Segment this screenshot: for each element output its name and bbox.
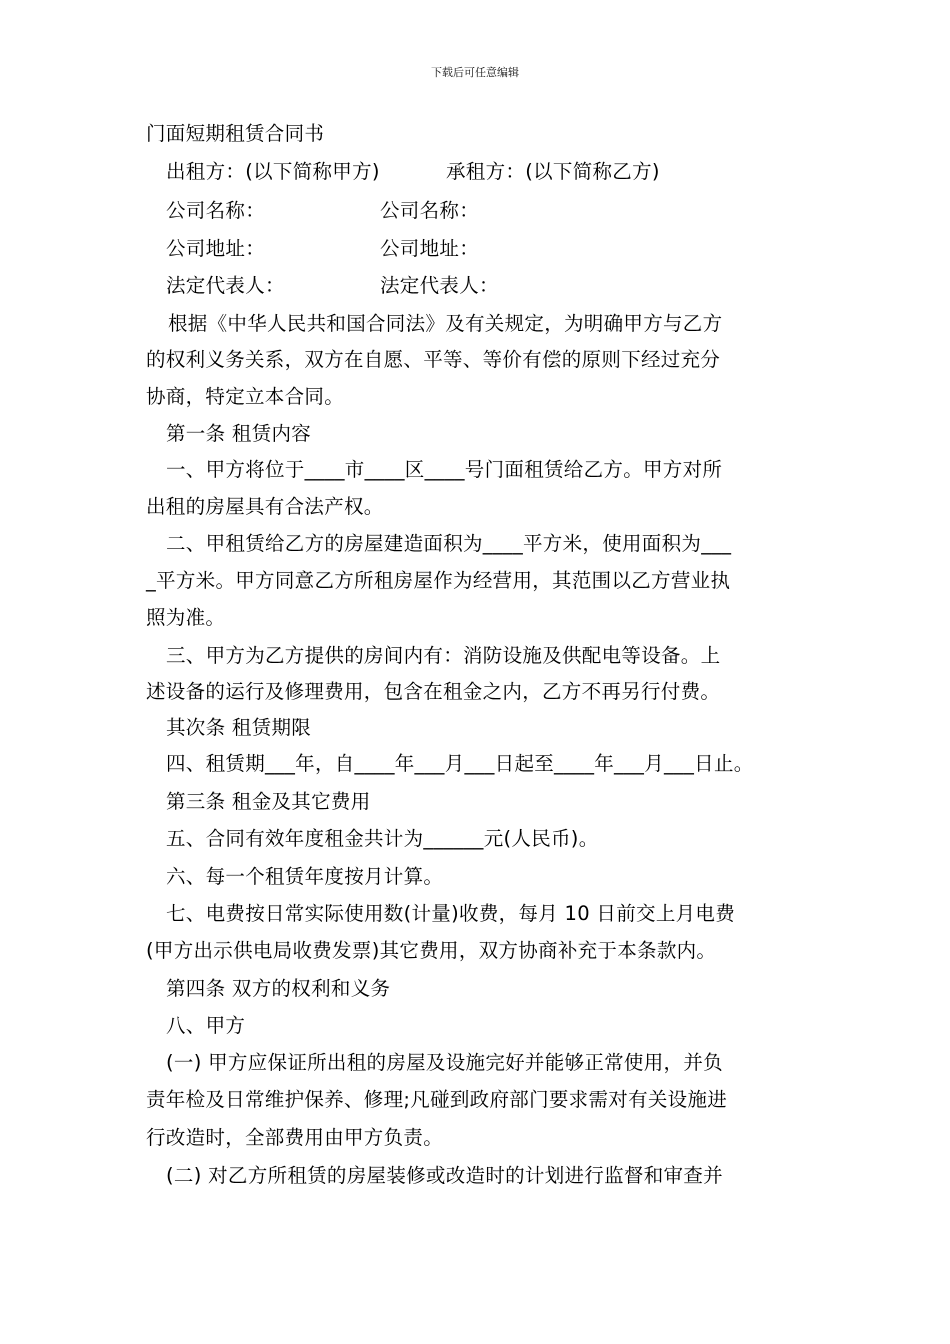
article2-heading: 其次条 租赁期限 — [166, 716, 312, 739]
clause-line: 八、甲方 — [166, 1014, 246, 1037]
legal-rep-b: 法定代表人： — [380, 274, 499, 297]
clause-line: 四、租赁期___年，自____年___月___日起至____年___月___日止。 — [166, 752, 754, 775]
clause-line: 照为准。 — [146, 606, 226, 629]
article1-heading: 第一条 租赁内容 — [166, 422, 312, 445]
download-note: 下载后可任意编辑 — [431, 66, 519, 79]
lessee-label: 承租方：(以下简称乙方) — [446, 160, 660, 183]
lessor-label: 出租方：(以下简称甲方) — [166, 160, 380, 183]
article3-heading: 第三条 租金及其它费用 — [166, 790, 371, 813]
company-address-a: 公司地址： — [166, 237, 266, 260]
clause-line: 七、电费按日常实际使用数(计量)收费，每月 10 日前交上月电费 — [166, 902, 736, 925]
clause-line: 责年检及日常维护保养、修理;凡碰到政府部门要求需对有关设施进 — [146, 1088, 728, 1111]
article4-heading: 第四条 双方的权利和义务 — [166, 977, 391, 1000]
clause-line: 一、甲方将位于____市____区____号门面租赁给乙方。甲方对所 — [166, 458, 723, 481]
clause-line: (一) 甲方应保证所出租的房屋及设施完好并能够正常使用，并负 — [166, 1051, 723, 1074]
clause-line: (二) 对乙方所租赁的房屋装修或改造时的计划进行监督和审查并 — [166, 1164, 723, 1187]
company-name-b: 公司名称： — [380, 199, 480, 222]
clause-line: 二、甲租赁给乙方的房屋建造面积为____平方米，使用面积为___ — [166, 532, 732, 555]
clause-line: 述设备的运行及修理费用，包含在租金之内，乙方不再另行付费。 — [146, 680, 721, 703]
clause-line: (甲方出示供电局收费发票)其它费用，双方协商补充于本条款内。 — [146, 939, 717, 962]
preamble-line: 协商，特定立本合同。 — [146, 385, 345, 408]
preamble-line: 的权利义务关系，双方在自愿、平等、等价有偿的原则下经过充分 — [146, 348, 721, 371]
clause-line: 出租的房屋具有合法产权。 — [146, 495, 384, 518]
clause-line: 行改造时，全部费用由甲方负责。 — [146, 1126, 444, 1149]
clause-line: 三、甲方为乙方提供的房间内有：消防设施及供配电等设备。上 — [166, 644, 721, 667]
company-address-b: 公司地址： — [380, 237, 480, 260]
company-name-a: 公司名称： — [166, 199, 266, 222]
clause-line: 六、每一个租赁年度按月计算。 — [166, 865, 444, 888]
contract-title: 门面短期租赁合同书 — [146, 122, 325, 145]
clause-line: _平方米。甲方同意乙方所租房屋作为经营用，其范围以乙方营业执 — [146, 569, 731, 592]
legal-rep-a: 法定代表人： — [166, 274, 285, 297]
preamble-line: 根据《中华人民共和国合同法》及有关规定，为明确甲方与乙方 — [168, 312, 723, 335]
clause-line: 五、合同有效年度租金共计为______元(人民币)。 — [166, 827, 599, 850]
